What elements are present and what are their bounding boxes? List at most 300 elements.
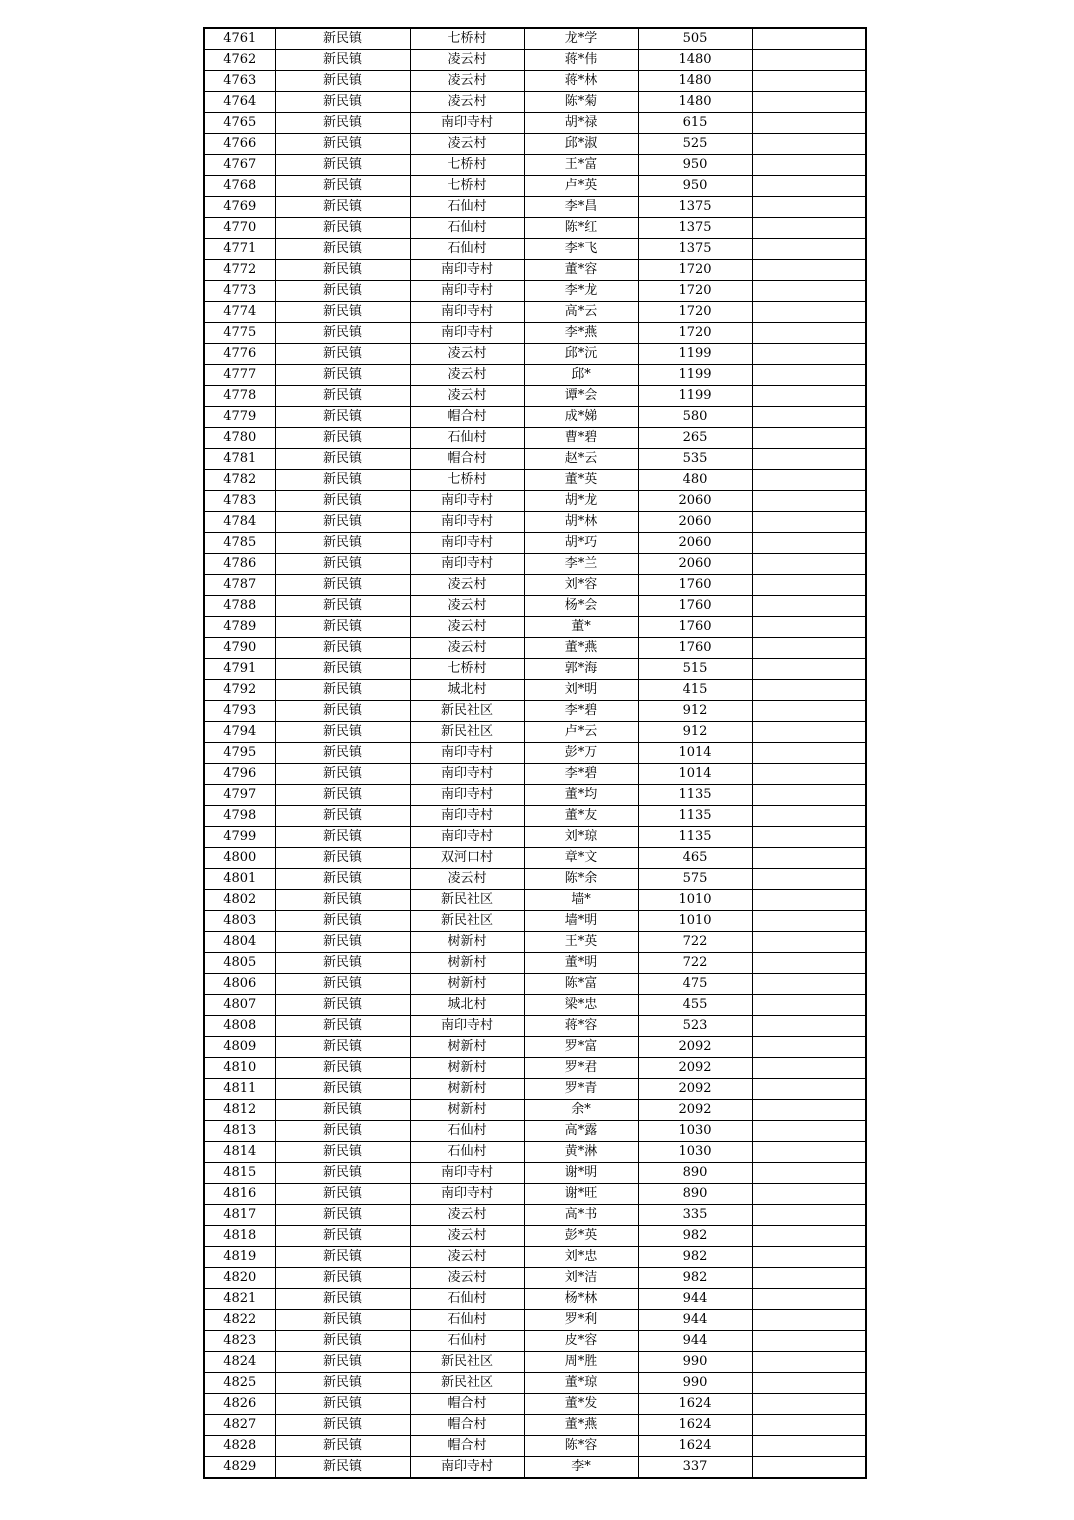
row-number-cell: 4779 [204,407,275,428]
amount-cell: 950 [638,155,752,176]
row-number-cell: 4782 [204,470,275,491]
village-cell: 南印寺村 [410,743,524,764]
row-number-cell: 4761 [204,28,275,50]
name-cell: 罗*利 [524,1310,638,1331]
row-number-cell: 4816 [204,1184,275,1205]
amount-cell: 944 [638,1310,752,1331]
row-number-cell: 4774 [204,302,275,323]
table-row [204,1142,866,1163]
village-cell: 石仙村 [410,1289,524,1310]
amount-cell: 1375 [638,239,752,260]
village-cell: 帽合村 [410,1415,524,1436]
row-number-cell: 4775 [204,323,275,344]
row-number-cell: 4814 [204,1142,275,1163]
remark-cell [752,1373,866,1394]
amount-cell: 912 [638,722,752,743]
table-row [204,1121,866,1142]
remark-cell [752,92,866,113]
remark-cell [752,1100,866,1121]
village-cell: 树新村 [410,932,524,953]
row-number-cell: 4817 [204,1205,275,1226]
remark-cell [752,50,866,71]
town-cell: 新民镇 [275,50,410,71]
row-number-cell: 4772 [204,260,275,281]
village-cell: 南印寺村 [410,1184,524,1205]
town-cell: 新民镇 [275,848,410,869]
remark-cell [752,449,866,470]
table-row [204,764,866,785]
amount-cell: 1014 [638,743,752,764]
remark-cell [752,701,866,722]
remark-cell [752,1121,866,1142]
name-cell: 李*龙 [524,281,638,302]
amount-cell: 1135 [638,785,752,806]
town-cell: 新民镇 [275,512,410,533]
village-cell: 南印寺村 [410,491,524,512]
remark-cell [752,1457,866,1479]
town-cell: 新民镇 [275,953,410,974]
name-cell: 董*友 [524,806,638,827]
remark-cell [752,344,866,365]
town-cell: 新民镇 [275,659,410,680]
village-cell: 南印寺村 [410,785,524,806]
town-cell: 新民镇 [275,1184,410,1205]
name-cell: 董*琼 [524,1373,638,1394]
village-cell: 南印寺村 [410,281,524,302]
table-row [204,953,866,974]
name-cell: 王*富 [524,155,638,176]
town-cell: 新民镇 [275,554,410,575]
remark-cell [752,743,866,764]
village-cell: 树新村 [410,1100,524,1121]
village-cell: 凌云村 [410,869,524,890]
name-cell: 陈*容 [524,1436,638,1457]
town-cell: 新民镇 [275,1121,410,1142]
name-cell: 卢*英 [524,176,638,197]
village-cell: 帽合村 [410,449,524,470]
town-cell: 新民镇 [275,197,410,218]
row-number-cell: 4786 [204,554,275,575]
name-cell: 蒋*林 [524,71,638,92]
name-cell: 董*发 [524,1394,638,1415]
row-number-cell: 4818 [204,1226,275,1247]
row-number-cell: 4810 [204,1058,275,1079]
row-number-cell: 4783 [204,491,275,512]
town-cell: 新民镇 [275,869,410,890]
row-number-cell: 4767 [204,155,275,176]
table-row [204,1184,866,1205]
amount-cell: 515 [638,659,752,680]
name-cell: 邱*淑 [524,134,638,155]
town-cell: 新民镇 [275,974,410,995]
village-cell: 凌云村 [410,617,524,638]
remark-cell [752,1184,866,1205]
amount-cell: 1375 [638,197,752,218]
amount-cell: 1199 [638,365,752,386]
remark-cell [752,365,866,386]
village-cell: 南印寺村 [410,806,524,827]
table-row [204,71,866,92]
village-cell: 新民社区 [410,911,524,932]
amount-cell: 1480 [638,50,752,71]
table-row [204,785,866,806]
name-cell: 谢*旺 [524,1184,638,1205]
row-number-cell: 4807 [204,995,275,1016]
name-cell: 周*胜 [524,1352,638,1373]
table-row [204,92,866,113]
row-number-cell: 4792 [204,680,275,701]
table-row [204,827,866,848]
table-row [204,407,866,428]
table-row [204,1205,866,1226]
table-row [204,911,866,932]
name-cell: 李*碧 [524,764,638,785]
name-cell: 卢*云 [524,722,638,743]
row-number-cell: 4797 [204,785,275,806]
remark-cell [752,848,866,869]
town-cell: 新民镇 [275,701,410,722]
town-cell: 新民镇 [275,218,410,239]
remark-cell [752,974,866,995]
village-cell: 凌云村 [410,344,524,365]
town-cell: 新民镇 [275,1415,410,1436]
amount-cell: 990 [638,1352,752,1373]
village-cell: 树新村 [410,953,524,974]
town-cell: 新民镇 [275,491,410,512]
table-row [204,1016,866,1037]
row-number-cell: 4809 [204,1037,275,1058]
row-number-cell: 4815 [204,1163,275,1184]
name-cell: 蒋*伟 [524,50,638,71]
amount-cell: 2092 [638,1100,752,1121]
town-cell: 新民镇 [275,1352,410,1373]
amount-cell: 944 [638,1289,752,1310]
remark-cell [752,806,866,827]
town-cell: 新民镇 [275,1058,410,1079]
town-cell: 新民镇 [275,155,410,176]
town-cell: 新民镇 [275,533,410,554]
amount-cell: 465 [638,848,752,869]
town-cell: 新民镇 [275,890,410,911]
row-number-cell: 4787 [204,575,275,596]
remark-cell [752,1268,866,1289]
table-row [204,134,866,155]
village-cell: 新民社区 [410,890,524,911]
town-cell: 新民镇 [275,827,410,848]
row-number-cell: 4768 [204,176,275,197]
row-number-cell: 4773 [204,281,275,302]
village-cell: 南印寺村 [410,827,524,848]
table-row [204,932,866,953]
table-row [204,1037,866,1058]
table-row [204,701,866,722]
amount-cell: 1760 [638,617,752,638]
remark-cell [752,554,866,575]
amount-cell: 1014 [638,764,752,785]
town-cell: 新民镇 [275,1457,410,1479]
row-number-cell: 4823 [204,1331,275,1352]
amount-cell: 505 [638,28,752,50]
table-row [204,1289,866,1310]
table-row [204,1100,866,1121]
amount-cell: 475 [638,974,752,995]
town-cell: 新民镇 [275,1205,410,1226]
table-row [204,1226,866,1247]
amount-cell: 982 [638,1268,752,1289]
remark-cell [752,722,866,743]
name-cell: 高*书 [524,1205,638,1226]
town-cell: 新民镇 [275,932,410,953]
village-cell: 凌云村 [410,1205,524,1226]
name-cell: 高*露 [524,1121,638,1142]
name-cell: 罗*君 [524,1058,638,1079]
table-row [204,155,866,176]
amount-cell: 580 [638,407,752,428]
remark-cell [752,764,866,785]
amount-cell: 982 [638,1247,752,1268]
remark-cell [752,953,866,974]
amount-cell: 722 [638,932,752,953]
name-cell: 邱*沅 [524,344,638,365]
remark-cell [752,659,866,680]
town-cell: 新民镇 [275,1268,410,1289]
table-row [204,449,866,470]
town-cell: 新民镇 [275,1079,410,1100]
amount-cell: 944 [638,1331,752,1352]
amount-cell: 912 [638,701,752,722]
amount-cell: 1375 [638,218,752,239]
amount-cell: 480 [638,470,752,491]
row-number-cell: 4798 [204,806,275,827]
table-row [204,638,866,659]
amount-cell: 1720 [638,281,752,302]
row-number-cell: 4791 [204,659,275,680]
table-row [204,491,866,512]
row-number-cell: 4828 [204,1436,275,1457]
town-cell: 新民镇 [275,1163,410,1184]
remark-cell [752,302,866,323]
name-cell: 曹*碧 [524,428,638,449]
table-row [204,365,866,386]
town-cell: 新民镇 [275,1394,410,1415]
row-number-cell: 4784 [204,512,275,533]
name-cell: 胡*巧 [524,533,638,554]
row-number-cell: 4794 [204,722,275,743]
name-cell: 谭*会 [524,386,638,407]
row-number-cell: 4790 [204,638,275,659]
remark-cell [752,1058,866,1079]
village-cell: 南印寺村 [410,302,524,323]
remark-cell [752,491,866,512]
name-cell: 墙* [524,890,638,911]
row-number-cell: 4793 [204,701,275,722]
village-cell: 树新村 [410,1058,524,1079]
table-row [204,533,866,554]
remark-cell [752,1415,866,1436]
town-cell: 新民镇 [275,680,410,701]
amount-cell: 1199 [638,386,752,407]
remark-cell [752,1352,866,1373]
village-cell: 南印寺村 [410,323,524,344]
town-cell: 新民镇 [275,596,410,617]
village-cell: 石仙村 [410,1121,524,1142]
town-cell: 新民镇 [275,1331,410,1352]
name-cell: 龙*学 [524,28,638,50]
row-number-cell: 4785 [204,533,275,554]
town-cell: 新民镇 [275,176,410,197]
name-cell: 皮*容 [524,1331,638,1352]
village-cell: 新民社区 [410,1352,524,1373]
name-cell: 墙*明 [524,911,638,932]
town-cell: 新民镇 [275,1016,410,1037]
name-cell: 刘*容 [524,575,638,596]
village-cell: 新民社区 [410,701,524,722]
amount-cell: 337 [638,1457,752,1479]
table-row [204,890,866,911]
amount-cell: 335 [638,1205,752,1226]
remark-cell [752,932,866,953]
town-cell: 新民镇 [275,1436,410,1457]
village-cell: 南印寺村 [410,533,524,554]
name-cell: 刘*洁 [524,1268,638,1289]
name-cell: 王*英 [524,932,638,953]
town-cell: 新民镇 [275,575,410,596]
amount-cell: 2060 [638,512,752,533]
table-row [204,50,866,71]
town-cell: 新民镇 [275,638,410,659]
table-row [204,575,866,596]
village-cell: 凌云村 [410,92,524,113]
village-cell: 凌云村 [410,71,524,92]
row-number-cell: 4762 [204,50,275,71]
remark-cell [752,1163,866,1184]
remark-cell [752,1037,866,1058]
row-number-cell: 4764 [204,92,275,113]
row-number-cell: 4781 [204,449,275,470]
name-cell: 杨*会 [524,596,638,617]
name-cell: 胡*禄 [524,113,638,134]
table-row [204,1310,866,1331]
row-number-cell: 4820 [204,1268,275,1289]
row-number-cell: 4770 [204,218,275,239]
name-cell: 李*兰 [524,554,638,575]
name-cell: 章*文 [524,848,638,869]
name-cell: 余* [524,1100,638,1121]
amount-cell: 525 [638,134,752,155]
amount-cell: 890 [638,1184,752,1205]
table-row [204,848,866,869]
name-cell: 李* [524,1457,638,1479]
table-row [204,260,866,281]
table-row [204,806,866,827]
amount-cell: 1480 [638,92,752,113]
row-number-cell: 4819 [204,1247,275,1268]
table-row [204,1352,866,1373]
remark-cell [752,785,866,806]
name-cell: 陈*富 [524,974,638,995]
name-cell: 董* [524,617,638,638]
village-cell: 七桥村 [410,659,524,680]
name-cell: 李*燕 [524,323,638,344]
row-number-cell: 4827 [204,1415,275,1436]
remark-cell [752,218,866,239]
name-cell: 赵*云 [524,449,638,470]
name-cell: 董*英 [524,470,638,491]
name-cell: 董*燕 [524,638,638,659]
remark-cell [752,113,866,134]
remark-cell [752,869,866,890]
remark-cell [752,512,866,533]
name-cell: 彭*万 [524,743,638,764]
table-row [204,1079,866,1100]
name-cell: 邱* [524,365,638,386]
town-cell: 新民镇 [275,1100,410,1121]
row-number-cell: 4766 [204,134,275,155]
village-cell: 南印寺村 [410,1016,524,1037]
village-cell: 南印寺村 [410,113,524,134]
village-cell: 南印寺村 [410,764,524,785]
village-cell: 凌云村 [410,596,524,617]
remark-cell [752,1394,866,1415]
amount-cell: 1624 [638,1394,752,1415]
village-cell: 石仙村 [410,239,524,260]
row-number-cell: 4771 [204,239,275,260]
row-number-cell: 4776 [204,344,275,365]
name-cell: 彭*英 [524,1226,638,1247]
table-row [204,554,866,575]
row-number-cell: 4806 [204,974,275,995]
town-cell: 新民镇 [275,344,410,365]
remark-cell [752,1310,866,1331]
remark-cell [752,638,866,659]
amount-cell: 990 [638,1373,752,1394]
name-cell: 杨*林 [524,1289,638,1310]
village-cell: 南印寺村 [410,554,524,575]
remark-cell [752,1331,866,1352]
table-body [204,28,866,1478]
town-cell: 新民镇 [275,1226,410,1247]
name-cell: 高*云 [524,302,638,323]
village-cell: 石仙村 [410,1310,524,1331]
town-cell: 新民镇 [275,281,410,302]
table-row [204,1415,866,1436]
table-row [204,470,866,491]
town-cell: 新民镇 [275,407,410,428]
remark-cell [752,1205,866,1226]
village-cell: 凌云村 [410,638,524,659]
table-row [204,302,866,323]
town-cell: 新民镇 [275,1310,410,1331]
village-cell: 凌云村 [410,575,524,596]
remark-cell [752,176,866,197]
table-row [204,344,866,365]
row-number-cell: 4805 [204,953,275,974]
table-row [204,512,866,533]
row-number-cell: 4795 [204,743,275,764]
remark-cell [752,71,866,92]
row-number-cell: 4800 [204,848,275,869]
name-cell: 董*容 [524,260,638,281]
village-cell: 凌云村 [410,134,524,155]
row-number-cell: 4801 [204,869,275,890]
table-row [204,1394,866,1415]
table-row [204,974,866,995]
amount-cell: 575 [638,869,752,890]
remark-cell [752,1436,866,1457]
name-cell: 罗*富 [524,1037,638,1058]
table-row [204,1373,866,1394]
village-cell: 帽合村 [410,1394,524,1415]
